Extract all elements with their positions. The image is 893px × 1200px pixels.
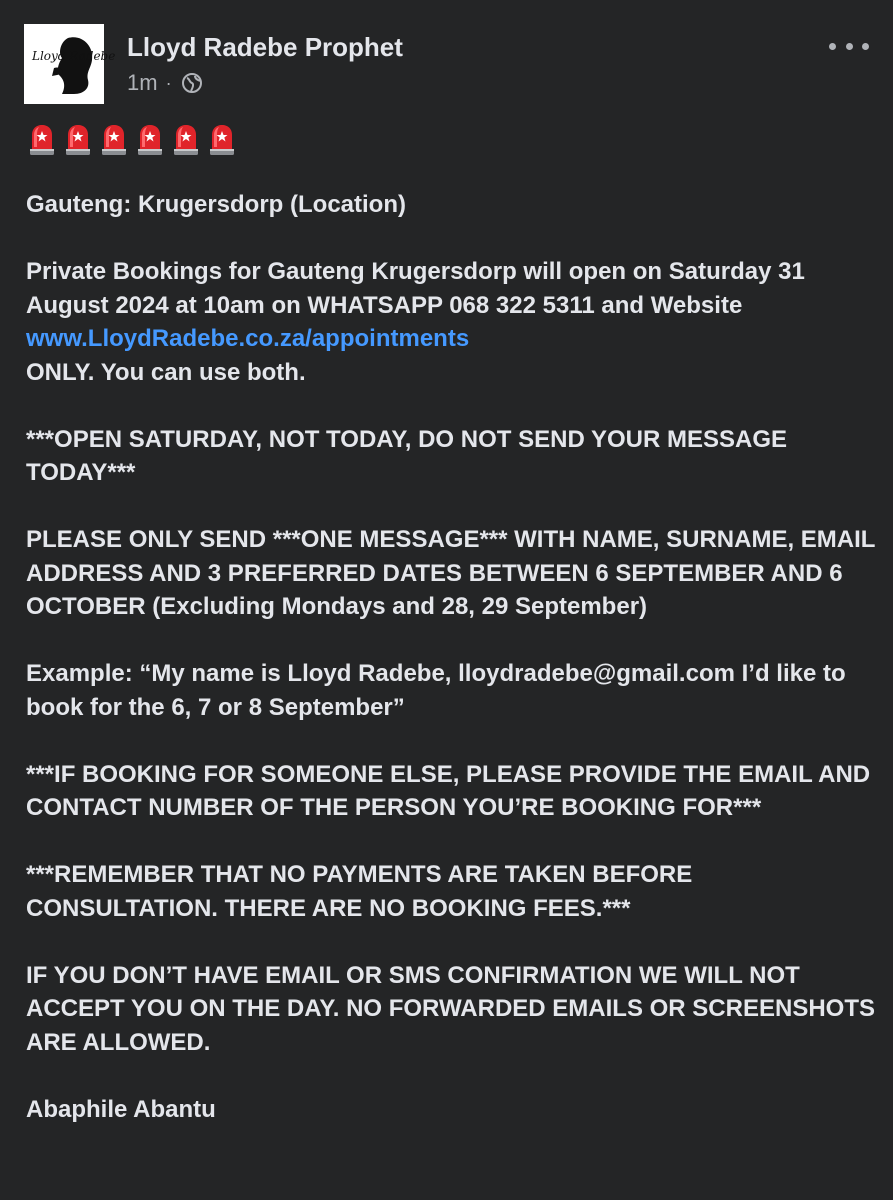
police-light-emoji-icon: [64, 123, 92, 155]
website-link[interactable]: www.LloydRadebe.co.za/appointments: [26, 325, 470, 352]
no-payments-notice: ***REMEMBER THAT NO PAYMENTS ARE TAKEN BEFORE CONSULTATION. THERE ARE NO BOOKING FEES.***: [26, 861, 693, 922]
author-name[interactable]: Lloyd Radebe Prophet: [127, 32, 403, 62]
one-message-notice: PLEASE ONLY SEND ***ONE MESSAGE*** WITH NAME, SURNAME, EMAIL ADDRESS AND 3 PREFERRED DATES BETWEEN 6 SEPTEMBER AND 6 OCTOBER (Excluding Mondays and 28, 29 September): [26, 526, 876, 620]
someone-else-notice: ***IF BOOKING FOR SOMEONE ELSE, PLEASE PROVIDE THE EMAIL AND CONTACT NUMBER OF THE PERSON YOU’RE BOOKING FOR***: [26, 760, 871, 821]
police-light-emoji-icon: [28, 123, 56, 155]
police-light-emoji-icon: [100, 123, 128, 155]
police-light-emoji-icon: [172, 123, 200, 155]
more-options-icon[interactable]: [829, 34, 869, 58]
confirmation-notice: IF YOU DON’T HAVE EMAIL OR SMS CONFIRMATION WE WILL NOT ACCEPT YOU ON THE DAY. NO FORWARDED EMAILS OR SCREENSHOTS ARE ALLOWED.: [26, 961, 875, 1056]
bookings-paragraph: [26, 255, 876, 389]
bookings-outro: ONLY. You can use both.: [26, 358, 306, 386]
avatar[interactable]: [24, 24, 116, 104]
avatar-logo-icon: [24, 24, 116, 104]
post-timestamp[interactable]: 1m: [127, 70, 158, 95]
post-header: [24, 24, 869, 104]
bookings-intro: Private Bookings for Gauteng Krugersdorp will open on Saturday 31 August 2024 at 10am on WHATSAPP 068 322 5311 and Website: [26, 258, 805, 319]
globe-icon[interactable]: [181, 72, 203, 94]
post-meta: [127, 70, 203, 96]
signoff: Abaphile Abantu: [26, 1095, 216, 1123]
example-paragraph: Example: “My name is Lloyd Radebe, lloydradebe@gmail.com I’d like to book for the 6, 7 or 8 September”: [26, 660, 846, 721]
police-light-emoji-icon: [136, 123, 164, 155]
avatar-logo-text: Lloyd Radebe: [32, 49, 116, 63]
more-dot: [862, 43, 869, 50]
post-body: [26, 188, 876, 1126]
police-light-emoji-icon: [208, 123, 236, 155]
more-dot: [829, 43, 836, 50]
open-saturday-notice: ***OPEN SATURDAY, NOT TODAY, DO NOT SEND YOUR MESSAGE TODAY***: [26, 425, 788, 486]
location-line: Gauteng: Krugersdorp (Location): [26, 191, 406, 218]
meta-separator: ·: [165, 72, 172, 93]
more-dot: [846, 43, 853, 50]
siren-emoji-row: [28, 123, 244, 157]
